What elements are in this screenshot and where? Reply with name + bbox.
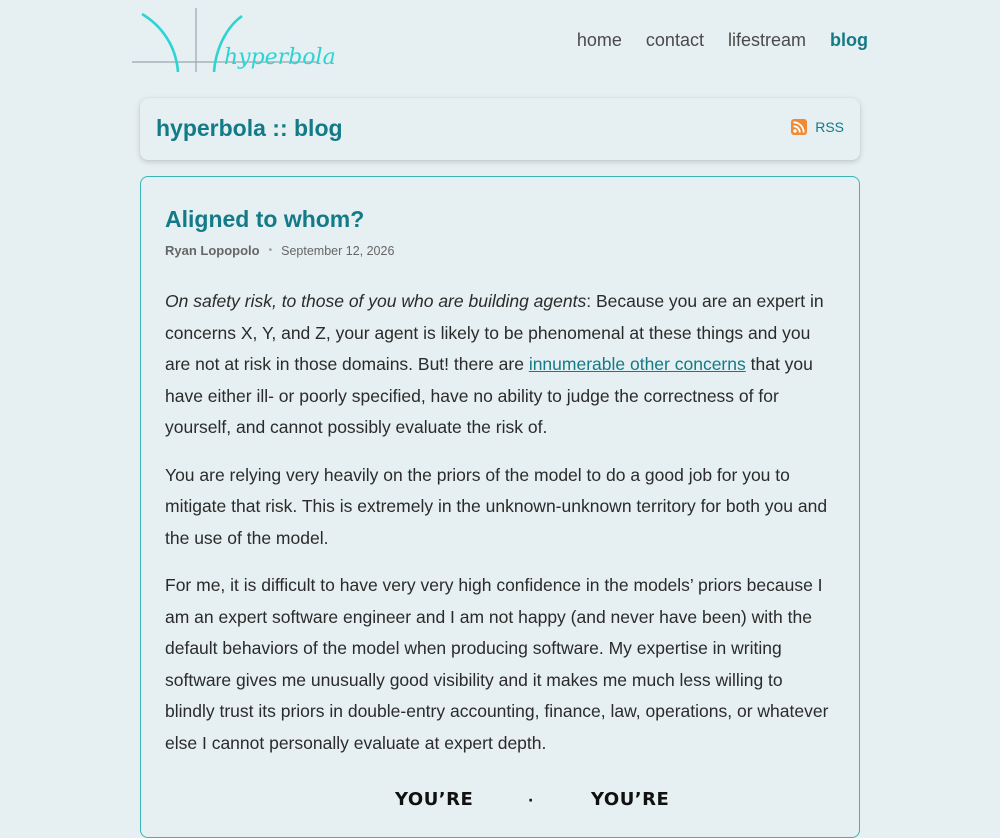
- post-author: Ryan Lopopolo: [165, 243, 260, 258]
- main-nav: [553, 29, 868, 51]
- meta-separator: •: [268, 245, 273, 256]
- nav-home[interactable]: home: [576, 30, 622, 50]
- meme-text-right: YOU’RE: [591, 789, 670, 810]
- blog-title: hyperbola :: blog: [156, 115, 343, 141]
- paragraph-1-emphasis: On safety risk, to those of you who are building agents: [165, 291, 587, 311]
- post-date: September 12, 2026: [281, 243, 395, 258]
- logo-text: hyperbola: [224, 45, 336, 70]
- nav-lifestream[interactable]: lifestream: [727, 30, 806, 50]
- post-title[interactable]: Aligned to whom?: [165, 206, 365, 232]
- post-meta: [165, 243, 394, 258]
- site-logo[interactable]: [132, 6, 336, 76]
- hyperbola-logo-icon: [132, 6, 336, 76]
- paragraph-1-text-a: : Because you are an expert in concerns X, Y, and Z, your agent is likely to be phenomenal at these things and you are not at risk in those domains. But! there are: [165, 291, 824, 374]
- site-header: [0, 0, 1000, 90]
- nav-contact[interactable]: contact: [645, 30, 704, 50]
- meme-text-left: YOU’RE: [395, 789, 474, 810]
- blog-header-bar: [140, 98, 860, 160]
- rss-label: RSS: [815, 119, 844, 135]
- nav-blog[interactable]: blog: [830, 30, 868, 50]
- post-body: [165, 286, 837, 775]
- post-paragraph-1: [165, 286, 837, 444]
- rss-icon: [791, 119, 807, 135]
- post-paragraph-2: You are relying very heavily on the priors of the model to do a good job for you to mitigate that risk. This is extremely in the unknown-unknown territory for both you and the use of the model.: [165, 464, 828, 548]
- blog-post: [140, 176, 860, 838]
- paragraph-1-text-b: that you have either ill- or poorly specified, have no ability to judge the correctness of for yourself, and cannot possibly evaluate the risk of.: [165, 354, 813, 437]
- post-paragraph-3: For me, it is difficult to have very very high confidence in the models’ priors because I am an expert software engineer and I am not happy (and never have been) with the default behaviors of the model when producing software. My expertise in writing software gives me unusually good visibility and it makes me much less willing to blindly trust its priors in double-entry accounting, finance, law, operations, or whatever else I cannot personally evaluate at expert depth.: [165, 575, 829, 753]
- meme-image: [391, 789, 691, 829]
- rss-link[interactable]: [791, 119, 844, 135]
- meme-divider: ·: [528, 793, 534, 809]
- innumerable-concerns-link[interactable]: innumerable other concerns: [528, 354, 746, 374]
